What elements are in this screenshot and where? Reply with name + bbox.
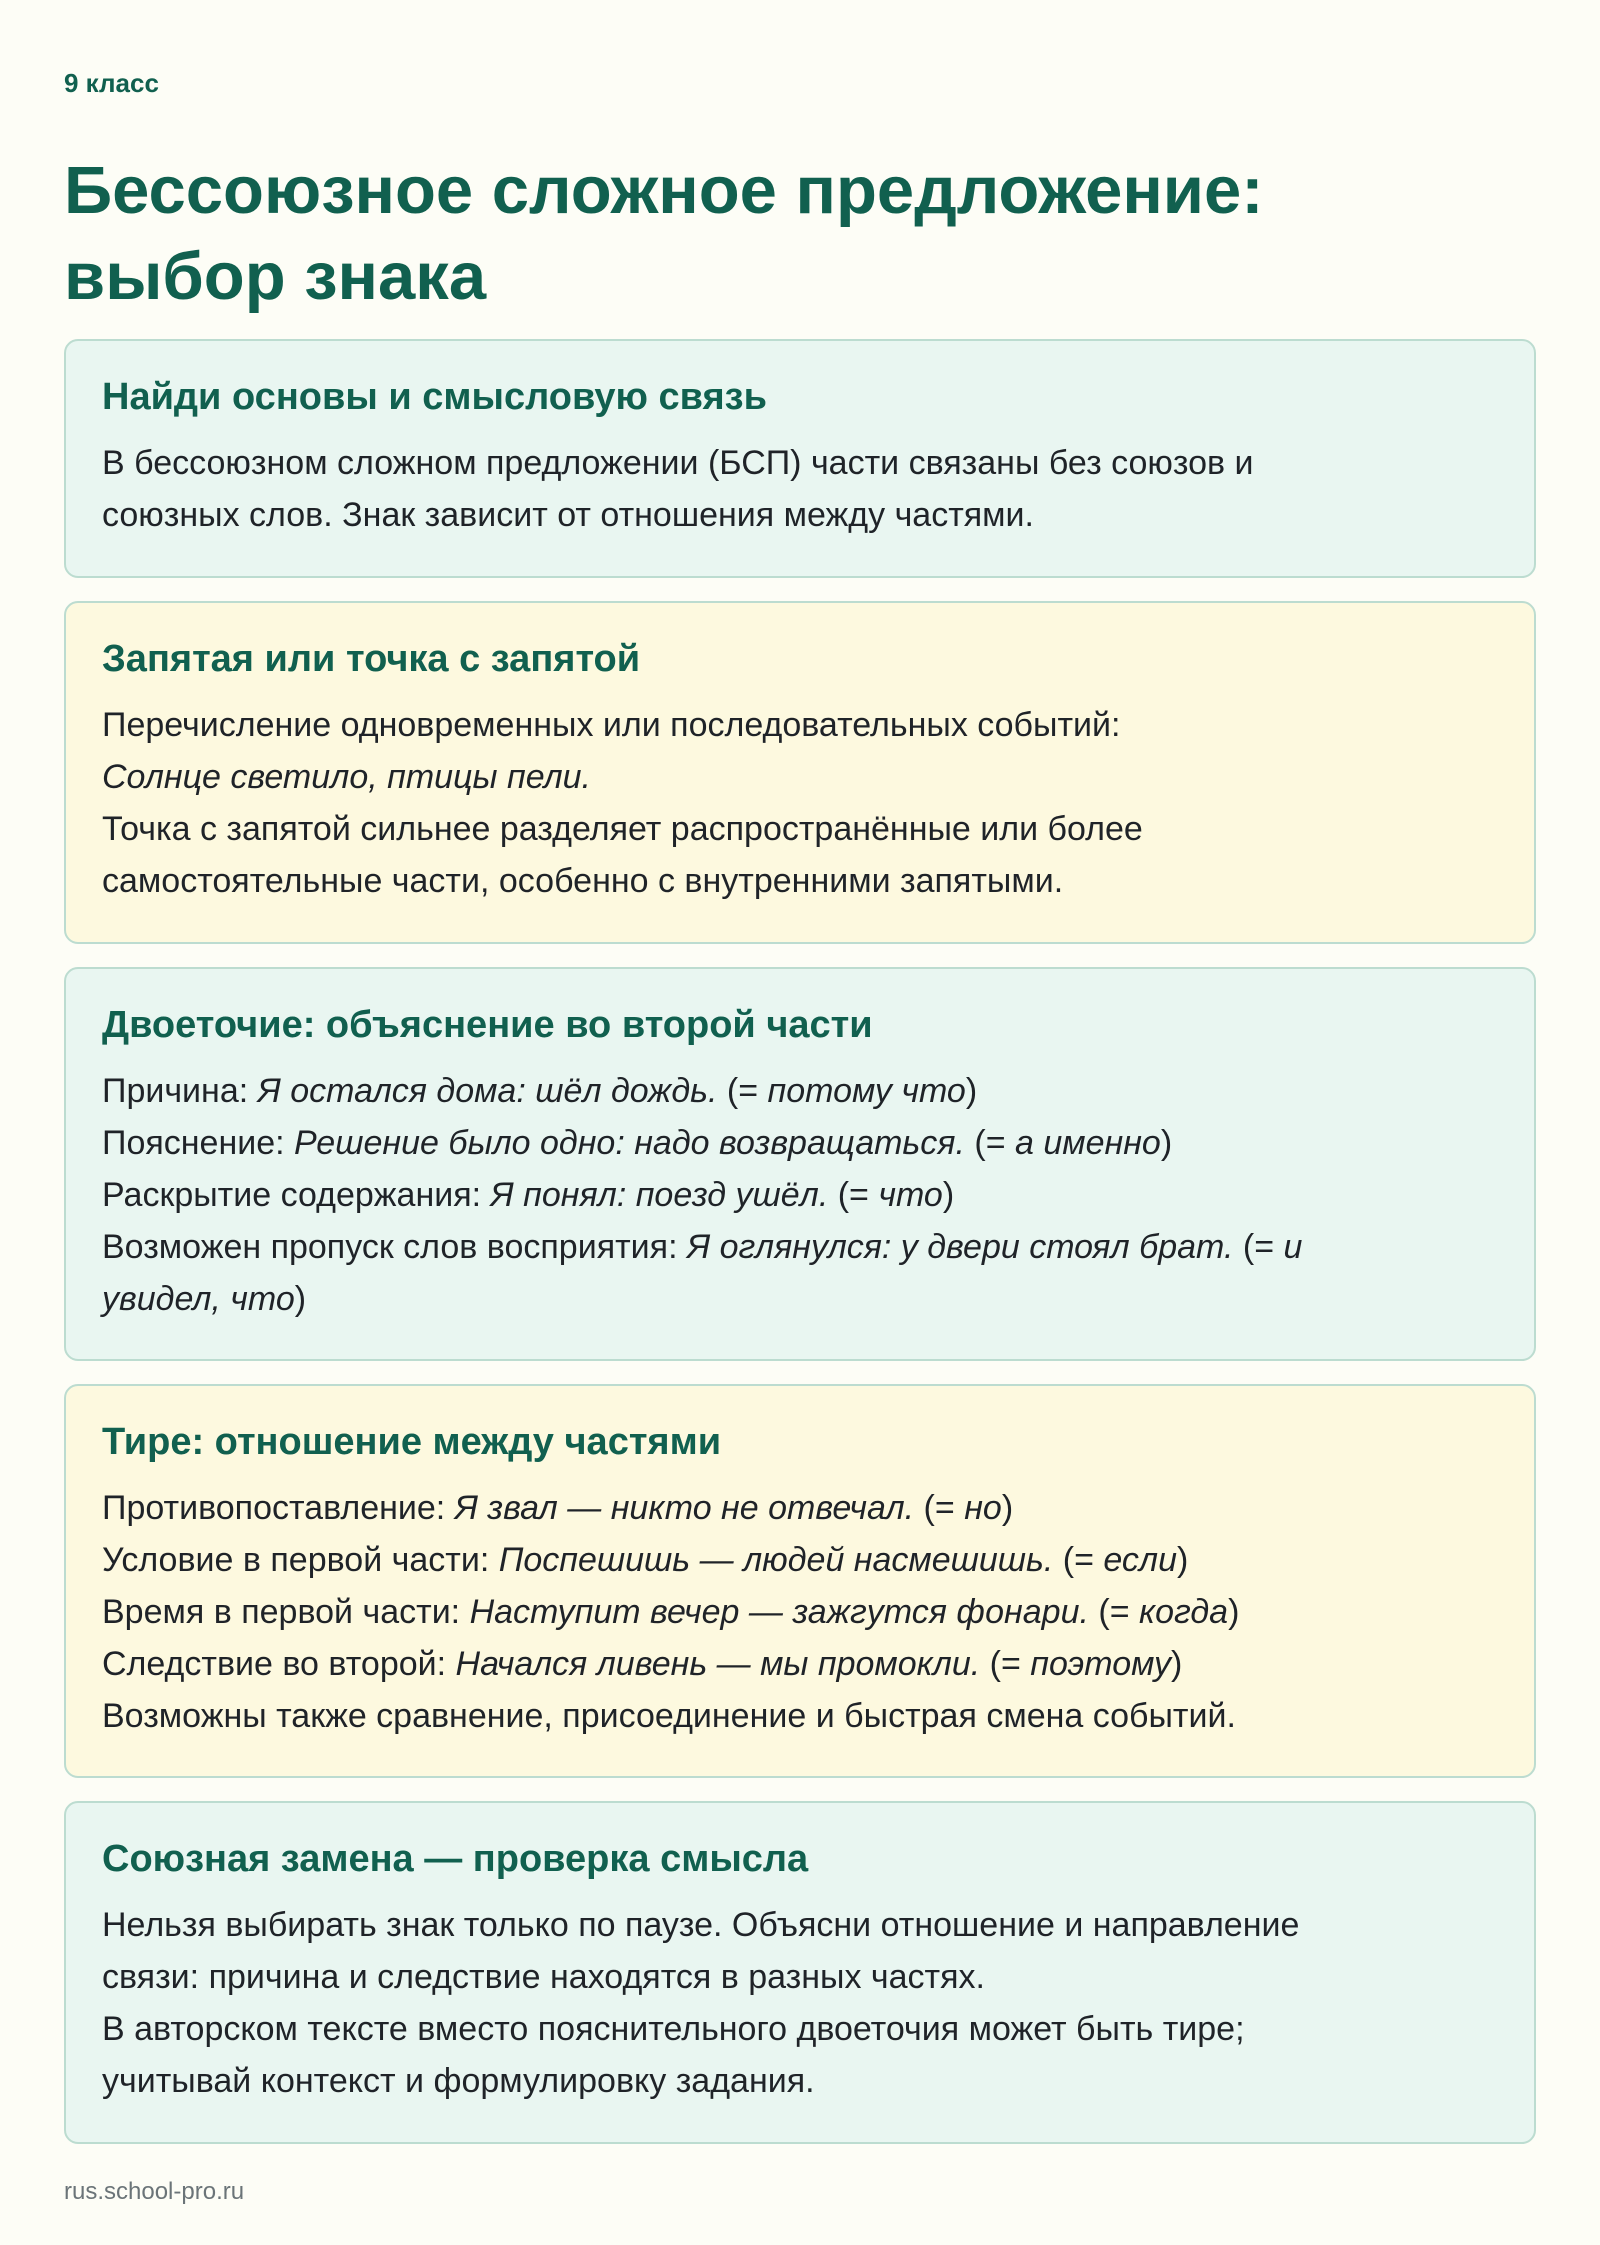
card-closing: Возможны также сравнение, присоединение и быстрая смена событий. (102, 1697, 1236, 1735)
rule-post: ) (942, 1176, 955, 1214)
rule-example: Решение было одно: надо возвращаться. (294, 1124, 965, 1162)
rule-label: Раскрытие содержания: (102, 1176, 491, 1214)
card-line: самостоятельные части, особенно с внутренними запятыми. (102, 862, 1064, 900)
rule-label: Следствие во второй: (102, 1645, 456, 1683)
rule-post: ) (965, 1072, 978, 1110)
card-heading: Тире: отношение между частями (102, 1421, 722, 1463)
rule-post: ) (294, 1280, 307, 1318)
rule-post: ) (1160, 1124, 1173, 1162)
page-title (64, 148, 1536, 320)
rule-line-wrap (102, 1273, 1498, 1325)
rule-conjunction: потому что (767, 1072, 966, 1110)
card-example: Солнце светило, птицы пели. (102, 758, 591, 796)
card-comma-semicolon (64, 601, 1536, 944)
title-line-1: Бессоюзное сложное предложение: (64, 153, 1264, 228)
card-line: учитывай контекст и формулировку задания. (102, 2062, 815, 2100)
rule-pre: (= (980, 1645, 1031, 1683)
rule-pre: (= (1233, 1228, 1284, 1266)
rule-post: ) (1177, 1541, 1189, 1579)
rule-example: Начался ливень — мы промокли. (455, 1645, 981, 1683)
rule-example: Я оглянулся: у двери стоял брат. (686, 1228, 1234, 1266)
title-line-2: выбор знака (64, 239, 487, 314)
rule-conjunction: а именно (1015, 1124, 1161, 1162)
card-colon (64, 967, 1536, 1361)
rule-line (102, 1169, 1498, 1221)
rule-line (102, 1534, 1498, 1586)
card-line: связи: причина и следствие находятся в разных частях. (102, 1958, 985, 1996)
rule-conjunction: если (1103, 1541, 1178, 1579)
card-heading: Двоеточие: объяснение во второй части (102, 1004, 873, 1046)
rule-line (102, 1221, 1498, 1273)
rule-label: Пояснение: (102, 1124, 295, 1162)
rule-pre: (= (964, 1124, 1015, 1162)
rule-example: Я звал — никто не отвечал. (454, 1489, 915, 1527)
rule-label: Противопоставление: (102, 1489, 455, 1527)
rule-pre: (= (914, 1489, 965, 1527)
card-heading: Запятая или точка с запятой (102, 638, 641, 680)
rule-example: Наступит вечер — зажгутся фонари. (469, 1593, 1089, 1631)
rule-label: Время в первой части: (102, 1593, 470, 1631)
rule-line (102, 1586, 1498, 1638)
card-line: союзных слов. Знак зависит от отношения между частями. (102, 496, 1034, 534)
card-line: Нельзя выбирать знак только по паузе. Объясни отношение и направление (102, 1906, 1300, 1944)
rule-line (102, 1638, 1498, 1690)
footer-site: rus.school-pro.ru (64, 2178, 245, 2205)
rule-pre: (= (828, 1176, 879, 1214)
card-conjunction-check (64, 1801, 1536, 2144)
rule-pre: (= (717, 1072, 768, 1110)
card-dash (64, 1384, 1536, 1778)
rule-conjunction: когда (1139, 1593, 1229, 1631)
rule-line (102, 1482, 1498, 1534)
rule-pre: (= (1088, 1593, 1140, 1631)
rule-pre: (= (1053, 1541, 1104, 1579)
rule-example: Поспешишь — людей насмешишь. (498, 1541, 1054, 1579)
card-heading: Союзная замена — проверка смысла (102, 1838, 809, 1880)
rule-conjunction: увидел, что (102, 1280, 295, 1318)
rule-example: Я понял: поезд ушёл. (490, 1176, 829, 1214)
rule-label: Условие в первой части: (102, 1541, 499, 1579)
card-line: В бессоюзном сложном предложении (БСП) части связаны без союзов и (102, 444, 1254, 482)
card-line: Точка с запятой сильнее разделяет распространённые или более (102, 810, 1143, 848)
rule-post: ) (1228, 1593, 1240, 1631)
rule-label: Возможен пропуск слов восприятия: (102, 1228, 687, 1266)
rule-post: ) (1001, 1489, 1014, 1527)
card-heading: Найди основы и смысловую связь (102, 376, 767, 418)
rule-conjunction: и (1283, 1228, 1303, 1266)
rule-example: Я остался дома: шёл дождь. (257, 1072, 718, 1110)
rule-line (102, 1117, 1498, 1169)
rule-conjunction: но (964, 1489, 1002, 1527)
rule-conjunction: поэтому (1030, 1645, 1172, 1683)
card-intro: Перечисление одновременных или последовательных событий: (102, 706, 1121, 744)
rule-line (102, 1065, 1498, 1117)
card-find-basis (64, 339, 1536, 578)
rule-conjunction: что (878, 1176, 943, 1214)
grade-label: 9 класс (64, 68, 159, 98)
rule-post: ) (1171, 1645, 1183, 1683)
rule-label: Причина: (102, 1072, 258, 1110)
card-line: В авторском тексте вместо пояснительного двоеточия может быть тире; (102, 2010, 1245, 2048)
